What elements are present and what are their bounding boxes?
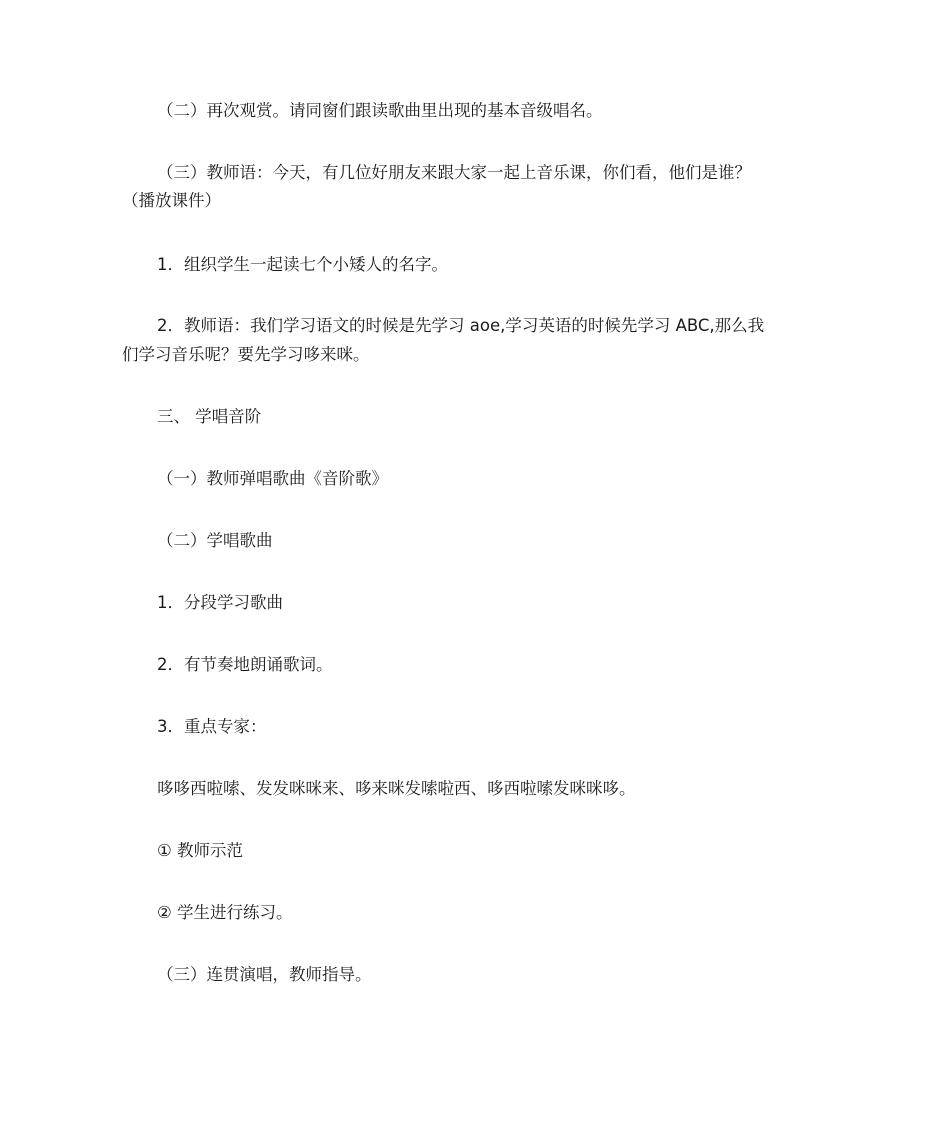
paragraph-solfege: 哆哆西啦嗦、发发咪咪来、哆来咪发嗦啦西、哆西啦嗦发咪咪哆。	[157, 779, 636, 798]
section-heading-3: 三、 学唱音阶	[157, 407, 262, 426]
paragraph-circle-1: ① 教师示范	[157, 841, 244, 860]
paragraph-review-again: （二）再次观赏。请同窗们跟读歌曲里出现的基本音级唱名。	[157, 101, 603, 120]
paragraph-sub-3: （三）连贯演唱，教师指导。	[157, 965, 372, 984]
paragraph-sub-1: （一）教师弹唱歌曲《音阶歌》	[157, 469, 388, 488]
paragraph-teacher-intro-cont: （播放课件）	[122, 191, 221, 210]
paragraph-step-3: 3．重点专家：	[157, 717, 267, 736]
paragraph-step-1: 1．分段学习歌曲	[157, 593, 283, 612]
paragraph-item-2-cont: 们学习音乐呢？要先学习哆来咪。	[122, 345, 370, 364]
paragraph-item-1: 1．组织学生一起读七个小矮人的名字。	[157, 255, 448, 274]
paragraph-teacher-intro: （三）教师语：今天，有几位好朋友来跟大家一起上音乐课，你们看，他们是谁？	[157, 163, 751, 182]
paragraph-sub-2: （二）学唱歌曲	[157, 531, 273, 550]
paragraph-item-2: 2．教师语：我们学习语文的时候是先学习 aoe,学习英语的时候先学习 ABC,那么我	[157, 316, 765, 335]
paragraph-step-2: 2．有节奏地朗诵歌词。	[157, 655, 333, 674]
paragraph-circle-2: ② 学生进行练习。	[157, 903, 293, 922]
